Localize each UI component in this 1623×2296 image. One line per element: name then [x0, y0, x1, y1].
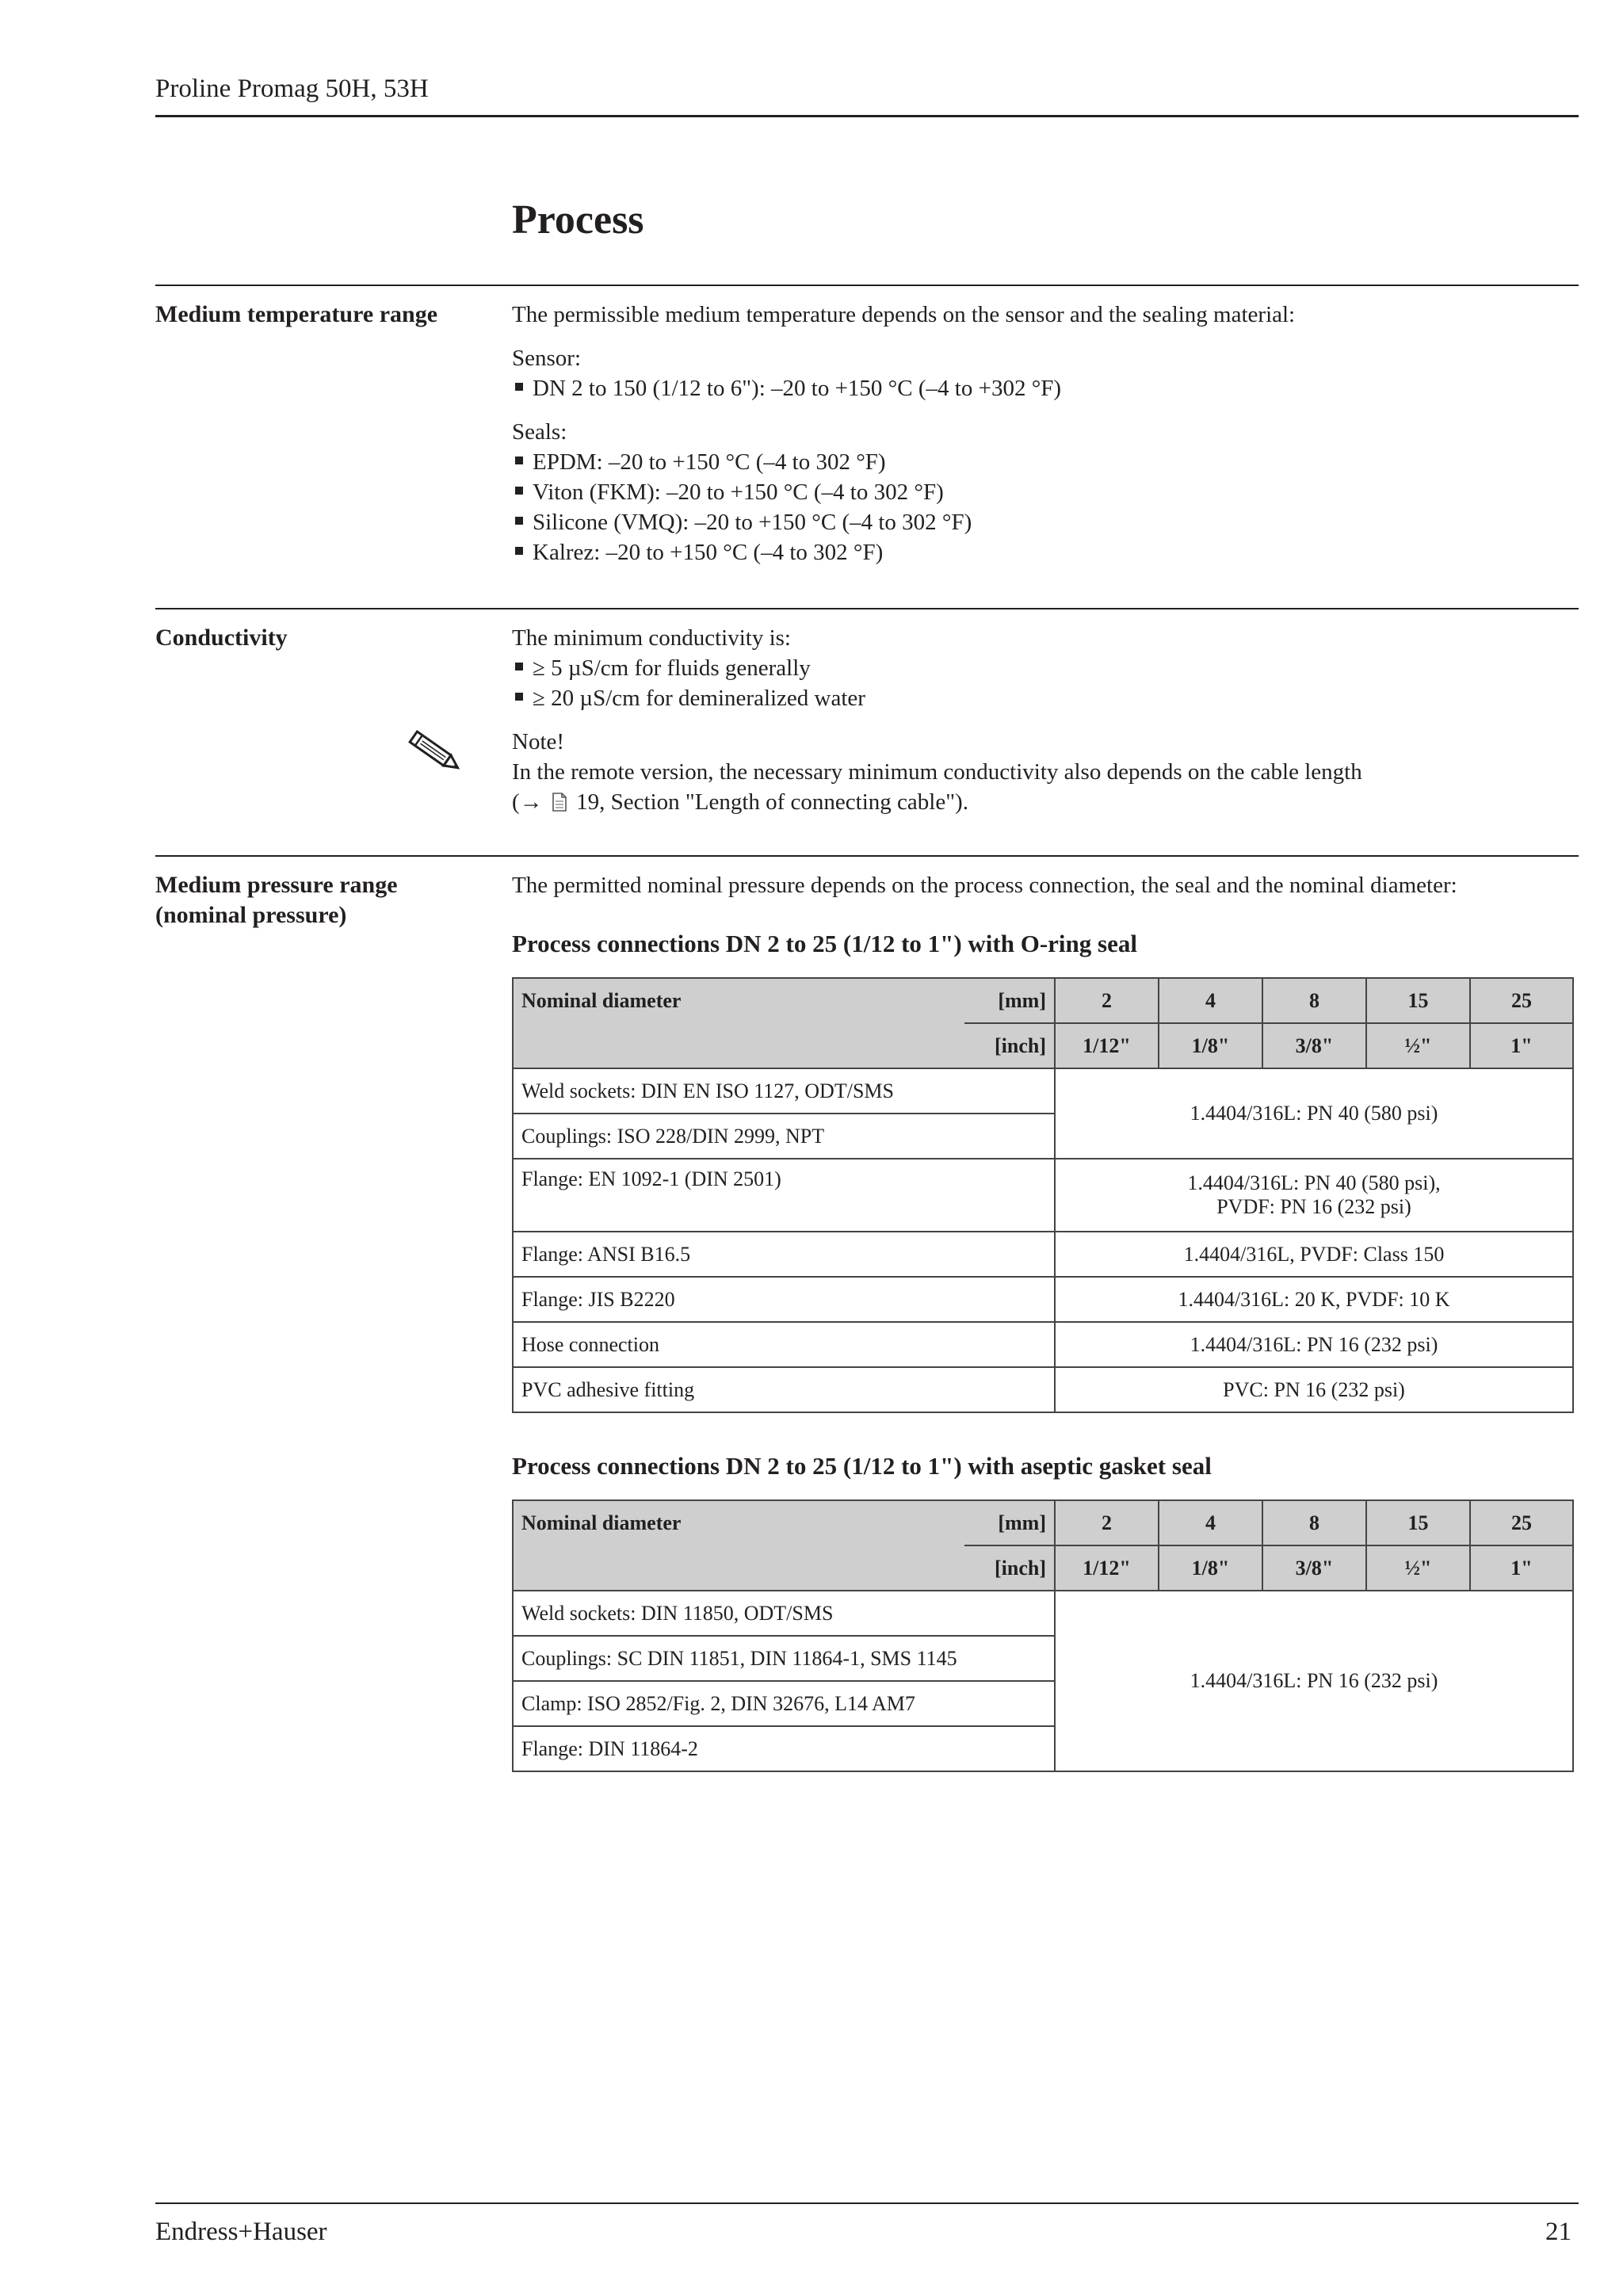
- rating-cell: 1.4404/316L: PN 16 (232 psi): [1055, 1322, 1573, 1367]
- seals-heading: Seals:: [512, 419, 567, 445]
- connection-cell: PVC adhesive fitting: [513, 1367, 1055, 1412]
- table2-title: Process connections DN 2 to 25 (1/12 to 1") with aseptic gasket seal: [512, 1452, 1212, 1480]
- footer-rule: [155, 2202, 1579, 2204]
- label-conductivity: Conductivity: [155, 625, 288, 651]
- inch-value: ½": [1366, 1545, 1470, 1591]
- table-row: [513, 1322, 1573, 1367]
- list-item: ≥ 20 µS/cm for demineralized water: [512, 683, 1574, 713]
- pressure-table-oring: [512, 977, 1574, 1413]
- running-title: Proline Promag 50H, 53H: [155, 74, 429, 103]
- bullet-square-icon: [515, 517, 523, 525]
- note-line: In the remote version, the necessary minimum conductivity also depends on the cable length: [512, 759, 1362, 785]
- table1-title: Process connections DN 2 to 25 (1/12 to 1") with O-ring seal: [512, 930, 1137, 957]
- section-title: Process: [512, 197, 644, 243]
- pressure-table-aseptic: [512, 1499, 1574, 1772]
- table-row: [513, 1068, 1573, 1114]
- inch-value: 3/8": [1262, 1545, 1366, 1591]
- list-item: EPDM: –20 to +150 °C (–4 to 302 °F): [512, 447, 1574, 477]
- unit-mm: [mm]: [964, 978, 1055, 1023]
- list-item: ≥ 5 µS/cm for fluids generally: [512, 653, 1574, 683]
- list-item: DN 2 to 150 (1/12 to 6"): –20 to +150 °C (–4 to +302 °F): [512, 373, 1574, 403]
- mm-value: 8: [1262, 1500, 1366, 1545]
- mm-value: 2: [1055, 978, 1159, 1023]
- unit-inch: [inch]: [964, 1545, 1055, 1591]
- inch-value: 1/8": [1159, 1023, 1262, 1068]
- divider-pressure: [155, 855, 1579, 857]
- temperature-content: [512, 300, 1574, 567]
- list-item: Kalrez: –20 to +150 °C (–4 to 302 °F): [512, 537, 1574, 567]
- table-row: [513, 1277, 1573, 1322]
- bullet-square-icon: [515, 383, 523, 391]
- conductivity-intro: The minimum conductivity is:: [512, 625, 791, 651]
- footer-brand: Endress+Hauser: [155, 2218, 327, 2246]
- sensor-heading: Sensor:: [512, 346, 581, 371]
- mm-value: 4: [1159, 978, 1262, 1023]
- connection-cell: Couplings: SC DIN 11851, DIN 11864-1, SMS 1145: [513, 1636, 1055, 1681]
- inch-value: ½": [1366, 1023, 1470, 1068]
- divider-temperature: [155, 285, 1579, 286]
- header-rule: [155, 115, 1579, 117]
- unit-mm: [mm]: [964, 1500, 1055, 1545]
- pencil-note-icon: [403, 728, 466, 775]
- mm-value: 25: [1470, 978, 1573, 1023]
- connection-cell: Clamp: ISO 2852/Fig. 2, DIN 32676, L14 AM7: [513, 1681, 1055, 1726]
- rating-cell: 1.4404/316L: 20 K, PVDF: 10 K: [1055, 1277, 1573, 1322]
- rating-cell: 1.4404/316L: PN 16 (232 psi): [1055, 1591, 1573, 1771]
- connection-cell: Flange: ANSI B16.5: [513, 1232, 1055, 1277]
- table-header-row: [513, 1545, 1573, 1591]
- header-nominal-diameter: Nominal diameter: [513, 978, 964, 1023]
- divider-conductivity: [155, 608, 1579, 609]
- list-item: Silicone (VMQ): –20 to +150 °C (–4 to 302 °F): [512, 507, 1574, 537]
- header-nominal-diameter: Nominal diameter: [513, 1500, 964, 1545]
- list-item: Viton (FKM): –20 to +150 °C (–4 to 302 °F): [512, 477, 1574, 507]
- mm-value: 8: [1262, 978, 1366, 1023]
- page-number: 21: [1545, 2218, 1571, 2246]
- mm-value: 15: [1366, 1500, 1470, 1545]
- temperature-intro: The permissible medium temperature depends on the sensor and the sealing material:: [512, 302, 1296, 327]
- bullet-square-icon: [515, 663, 523, 670]
- inch-value: 1/12": [1055, 1023, 1159, 1068]
- page-reference-icon[interactable]: [552, 793, 567, 812]
- label-medium-temperature: Medium temperature range: [155, 301, 438, 327]
- table-row: [513, 1159, 1573, 1232]
- connection-cell: Weld sockets: DIN EN ISO 1127, ODT/SMS: [513, 1068, 1055, 1114]
- table-row: [513, 1367, 1573, 1412]
- unit-inch: [inch]: [964, 1023, 1055, 1068]
- inch-value: 1/12": [1055, 1545, 1159, 1591]
- connection-cell: Couplings: ISO 228/DIN 2999, NPT: [513, 1114, 1055, 1159]
- inch-value: 1": [1470, 1023, 1573, 1068]
- table-header-row: [513, 1500, 1573, 1545]
- connection-cell: Flange: EN 1092-1 (DIN 2501): [513, 1159, 1055, 1232]
- conductivity-content: [512, 623, 1574, 817]
- inch-value: 3/8": [1262, 1023, 1366, 1068]
- table-row: [513, 1591, 1573, 1636]
- connection-cell: Weld sockets: DIN 11850, ODT/SMS: [513, 1591, 1055, 1636]
- pressure-intro: The permitted nominal pressure depends on the process connection, the seal and the nominal diameter:: [512, 873, 1457, 898]
- bullet-square-icon: [515, 547, 523, 555]
- table-header-row: [513, 1023, 1573, 1068]
- table-row: [513, 1232, 1573, 1277]
- mm-value: 15: [1366, 978, 1470, 1023]
- mm-value: 4: [1159, 1500, 1262, 1545]
- rating-cell: 1.4404/316L: PN 40 (580 psi), PVDF: PN 16 (232 psi): [1055, 1159, 1573, 1232]
- bullet-square-icon: [515, 487, 523, 495]
- note-line: (→ 19, Section "Length of connecting cable").: [512, 789, 968, 815]
- rating-cell: PVC: PN 16 (232 psi): [1055, 1367, 1573, 1412]
- connection-cell: Flange: DIN 11864-2: [513, 1726, 1055, 1771]
- rating-cell: 1.4404/316L, PVDF: Class 150: [1055, 1232, 1573, 1277]
- rating-cell: 1.4404/316L: PN 40 (580 psi): [1055, 1068, 1573, 1159]
- mm-value: 25: [1470, 1500, 1573, 1545]
- connection-cell: Hose connection: [513, 1322, 1055, 1367]
- inch-value: 1/8": [1159, 1545, 1262, 1591]
- note-heading: Note!: [512, 729, 565, 755]
- bullet-square-icon: [515, 693, 523, 701]
- inch-value: 1": [1470, 1545, 1573, 1591]
- connection-cell: Flange: JIS B2220: [513, 1277, 1055, 1322]
- table-header-row: [513, 978, 1573, 1023]
- label-medium-pressure: Medium pressure range (nominal pressure): [155, 872, 398, 928]
- bullet-square-icon: [515, 457, 523, 464]
- mm-value: 2: [1055, 1500, 1159, 1545]
